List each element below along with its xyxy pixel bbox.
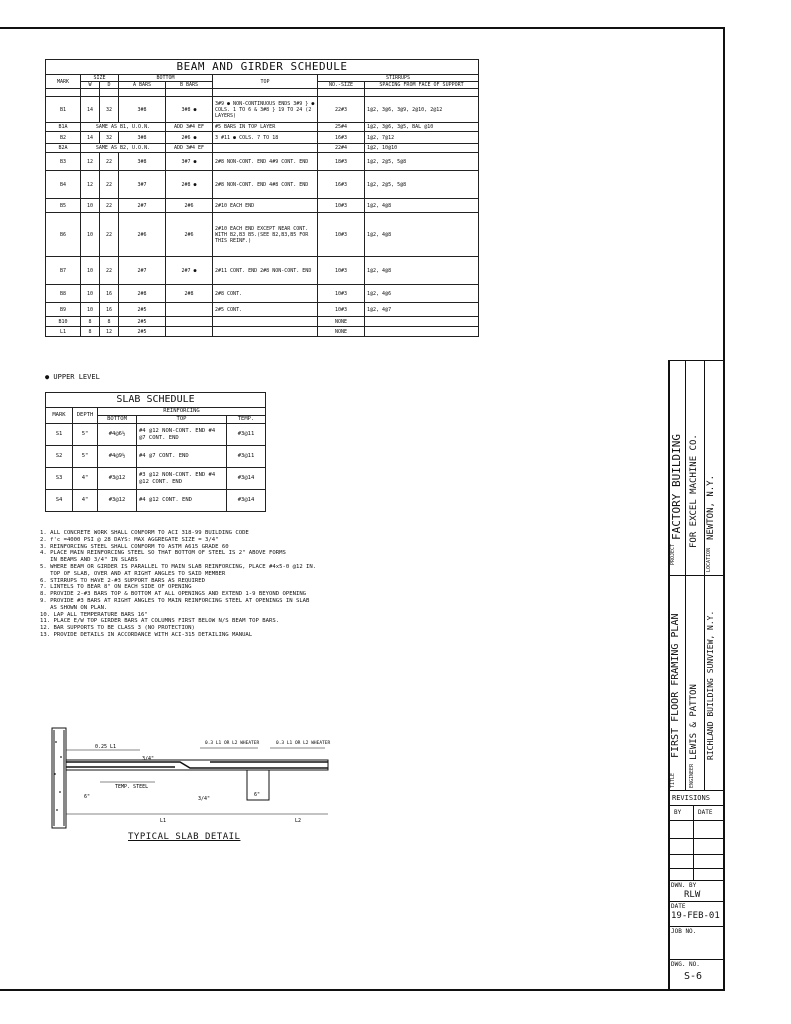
note-4: 4. PLACE MAIN REINFORCING STEEL SO THAT BOTTOM OF STEEL IS 2" ABOVE FORMS IN BEAMS AND 3/4" IN SLABS [40,550,286,564]
slab-schedule [45,392,266,512]
slab-schedule-title: SLAB SCHEDULE [46,393,266,408]
label-cover-1: 3/4" [142,756,155,762]
general-notes [40,530,440,639]
header-d: D [100,82,119,89]
drawing-title: FIRST FLOOR FRAMING PLAN [670,613,681,758]
table-row: B4 12 22 3#7 2#8 ● 2#8 NON-CONT. END 4#8 CONT. END 16#3 1@2, 2@5, 5@8 [46,171,479,199]
note-11: 11. PLACE E/W TOP GIRDER BARS AT COLUMNS FIRST BELOW N/S BEAM TOP BARS. [40,618,280,625]
title-label: TITLE [670,772,676,788]
project-line2: FOR EXCEL MACHINE CO. [689,434,699,548]
table-row: B5 10 22 2#7 2#6 2#10 EACH END 10#3 1@2, 4@8 [46,199,479,213]
header-b-bars: B BARS [166,82,213,89]
label-span-l1: L1 [160,818,167,824]
table-row: B10 8 8 2#5 NONE [46,317,479,327]
job-number-label: JOB NO. [671,928,697,935]
typical-slab-detail-drawing [40,722,340,832]
upper-level-footnote: ● UPPER LEVEL [45,373,100,381]
table-row: B9 10 16 2#5 2#5 CONT. 10#3 1@2, 4@7 [46,303,479,317]
date-value: 19-FEB-01 [671,911,720,921]
table-row: B1 14 32 3#8 3#8 ● 3#9 ● NON-CONTINUOUS ENDS 3#9 } ● COLS. 1 TO 6 & 3#8 } 19 TO 24 (2 LAYERS) 22#3 1@2, 3@6, 3@9, 2@10, 2@12 [46,97,479,123]
revisions-by-header: BY [674,809,682,816]
note-13: 13. PROVIDE DETAILS IN ACCORDANCE WITH ACI-315 DETAILING MANUAL [40,631,253,638]
title-block [668,360,723,989]
beam-girder-schedule [45,59,479,337]
sheet-border-right [723,27,725,990]
header-spacing: SPACING FROM FACE OF SUPPORT [365,82,479,89]
table-row: S4 4" #3@12 #4 @12 CONT. END #3@14 [46,490,266,512]
label-03-l2: 0.3 L1 OR L2 WHEATER [276,741,331,746]
label-temp-steel: TEMP. STEEL [115,784,149,790]
label-six-inch-2: 6" [254,792,261,798]
table-row: B7 10 22 2#7 2#7 ● 2#11 CONT. END 2#8 NON-CONT. END 10#3 1@2, 4@8 [46,257,479,285]
drawn-by-label: DWN. BY [671,882,697,889]
header-size: SIZE [81,75,119,82]
note-2: 2. f'c =4000 PSI @ 28 DAYS: MAX AGGREGATE SIZE = 3/4" [40,536,219,543]
label-cover-2: 3/4" [198,796,211,802]
project-label: PROJECT [670,543,676,565]
note-10: 10. LAP ALL TEMPERATURE BARS 16" [40,611,148,618]
table-row: B1A SAME AS B1, U.O.N. ADD 3#4 EF #5 BARS IN TOP LAYER 25#4 1@2, 3@6, 3@5, BAL @10 [46,123,479,132]
table-row: B2A SAME AS B2, U.O.N. ADD 3#4 EF 22#4 1@2, 10@10 [46,144,479,153]
note-7: 7. LINTELS TO BEAR 8" ON EACH SIDE OF OPENING [40,584,192,591]
revisions-date-header: DATE [698,809,713,816]
drawn-by-value: RLW [684,890,701,900]
table-row: S1 5" #4@6½ #4 @12 NON-CONT. END #4 @7 CONT. END #3@11 [46,424,266,446]
table-row: L1 8 12 2#5 NONE [46,327,479,337]
slab-header-mark: MARK [46,408,73,424]
table-row: B3 12 22 3#8 3#7 ● 2#8 NON-CONT. END 4#9 CONT. END 18#3 1@2, 2@5, 5@8 [46,153,479,171]
note-6: 6. STIRRUPS TO HAVE 2-#3 SUPPORT BARS AS REQUIRED [40,577,206,584]
note-3: 3. REINFORCING STEEL SHALL CONFORM TO ASTM A615 GRADE 60 [40,543,229,550]
date-label: DATE [671,903,686,910]
typical-slab-detail-title: TYPICAL SLAB DETAIL [128,832,241,842]
header-bottom: BOTTOM [119,75,213,82]
location-value: NEWTON, N.Y. [706,474,716,540]
label-03-l1: 0.3 L1 OR L2 WHEATER [205,741,260,746]
header-w: W [81,82,100,89]
beam-schedule-title: BEAM AND GIRDER SCHEDULE [46,60,479,75]
note-12: 12. BAR SUPPORTS TO BE CLASS 3 (NO PROTECTION) [40,625,195,632]
label-six-inch: 6" [84,794,91,800]
label-025-l1: 0.25 L1 [95,744,117,750]
header-no-size: NO.-SIZE [318,82,365,89]
slab-header-top: TOP [137,416,227,424]
label-span-l2: L2 [295,818,302,824]
sheet-border-top [0,27,725,29]
note-8: 8. PROVIDE 2-#3 BARS TOP & BOTTOM AT ALL OPENINGS AND EXTEND 1-9 BEYOND OPENING [40,591,307,598]
table-row: B8 10 16 2#8 2#8 2#8 CONT. 10#3 1@2, 4@6 [46,285,479,303]
slab-header-temp: TEMP. [227,416,266,424]
table-row: B6 10 22 2#6 2#6 2#10 EACH END EXCEPT NEAR CONT. WITH B2,B3 B5.(SEE B2,B3,B5 FOR THIS REINF.) 10#3 1@2, 4@8 [46,213,479,257]
location-label: LOCATION [706,547,712,572]
note-5: 5. WHERE BEAM OR GIRDER IS PARALLEL TO MAIN SLAB REINFORCING, PLACE #4x5-0 @12 IN. TOP OF SLAB, OVER AND AT RIGHT ANGLES TO SAID MEMBER [40,563,317,577]
slab-header-depth: DEPTH [73,408,98,424]
engineer-label: ENGINEER [689,763,695,788]
slab-header-bottom: BOTTOM [98,416,137,424]
table-row: S3 4" #3@12 #3 @12 NON-CONT. END #4 @12 CONT. END #3@14 [46,468,266,490]
slab-header-reinforcing: REINFORCING [98,408,266,416]
project-line1: FACTORY BUILDING [670,434,683,540]
engineer-line2: RICHLAND BUILDING SUNVIEW, N.Y. [706,610,715,760]
header-a-bars: A BARS [119,82,166,89]
table-row: S2 5" #4@9½ #4 @7 CONT. END #3@11 [46,446,266,468]
table-row: B2 14 32 3#8 2#6 ● 3 #11 ● COLS. 7 TO 18 16#3 1@2, 7@12 [46,132,479,144]
header-stirrups: STIRRUPS [318,75,479,82]
drawing-number: S-6 [684,971,703,982]
note-9: 9. PROVIDE #3 BARS AT RIGHT ANGLES TO MAIN REINFORCING STEEL AT OPENINGS IN SLAB AS SHOWN ON PLAN. [40,597,310,611]
header-mark: MARK [46,75,81,89]
note-1: 1. ALL CONCRETE WORK SHALL CONFORM TO ACI 318-99 BUILDING CODE [40,530,249,536]
engineer-line1: LEWIS & PATTON [689,684,699,760]
sheet-border-bottom [0,989,725,991]
revisions-label: REVISIONS [672,794,710,802]
drawing-number-label: DWG. NO. [671,961,700,968]
header-top: TOP [213,75,318,89]
